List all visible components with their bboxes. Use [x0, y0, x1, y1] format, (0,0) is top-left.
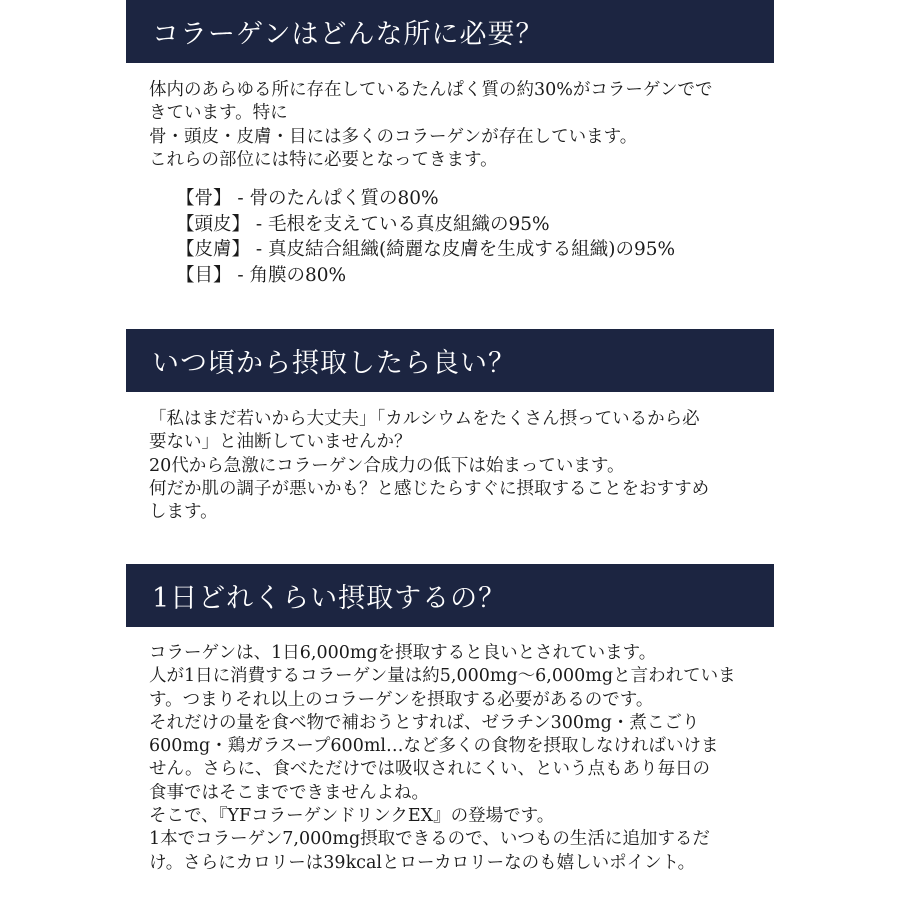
- section-body-when-to-take: [149, 408, 759, 524]
- section-header-when-to-take: [126, 329, 774, 392]
- body-line: 要ない」と油断していませんか？: [149, 432, 412, 453]
- section-body-where-needed: [149, 79, 759, 172]
- body-line: そこで、『YFコラーゲンドリンクEX』の登場です。: [149, 806, 555, 827]
- section-heading: 1日どれくらい摂取するの？: [152, 583, 507, 614]
- section-heading: いつ頃から摂取したら良い？: [152, 348, 516, 379]
- body-line: します。: [149, 502, 218, 523]
- body-part-list: [176, 186, 766, 288]
- section-header-daily-amount: [126, 564, 774, 627]
- section-body-daily-amount: [149, 642, 759, 875]
- list-item: 【皮膚】 - 真皮結合組織(綺麗な皮膚を生成する組織)の95%: [176, 239, 676, 260]
- list-item: 【目】 - 角膜の80%: [176, 264, 347, 286]
- body-line: これらの部位には特に必要となってきます。: [149, 149, 498, 170]
- body-line: 人が1日に消費するコラーゲン量は約5,000mg～6,000mgと言われていま: [149, 666, 736, 687]
- body-line: 食事ではそこまでできませんよね。: [149, 782, 429, 803]
- body-line: それだけの量を食べ物で補おうとすれば、ゼラチン300mg・煮こごり: [149, 712, 700, 733]
- body-line: せん。さらに、食べただけでは吸収されにくい、という点もあり毎日の: [149, 759, 711, 780]
- body-line: す。つまりそれ以上のコラーゲンを摂取する必要があるのです。: [149, 689, 654, 710]
- body-line: コラーゲンは、1日6,000mgを摂取すると良いとされています。: [149, 643, 657, 663]
- list-item: 【頭皮】 - 毛根を支えている真皮組織の95%: [176, 213, 550, 235]
- section-heading: コラーゲンはどんな所に必要？: [152, 19, 544, 50]
- body-line: け。さらにカロリーは39kcalとローカロリーなのも嬉しいポイント。: [149, 852, 696, 873]
- body-line: 600mg・鶏ガラスープ600ml…など多くの食物を摂取しなければいけま: [149, 736, 719, 757]
- body-line: 何だか肌の調子が悪いかも？と感じたらすぐに摂取することをおすすめ: [149, 478, 710, 499]
- body-line: 1本でコラーゲン7,000mg摂取できるので、いつもの生活に追加するだ: [149, 829, 710, 850]
- section-header-where-needed: [126, 0, 774, 63]
- body-line: 体内のあらゆる所に存在しているたんぱく質の約30%がコラーゲンでで: [149, 80, 713, 100]
- body-line: 20代から急激にコラーゲン合成力の低下は始まっています。: [149, 455, 625, 476]
- body-line: 「私はまだ若いから大丈夫」「カルシウムをたくさん摂っているから必: [149, 409, 700, 429]
- body-line: きています。特に: [149, 103, 288, 124]
- body-line: 骨・頭皮・皮膚・目には多くのコラーゲンが存在しています。: [149, 126, 638, 147]
- list-item: 【骨】 - 骨のたんぱく質の80%: [176, 188, 439, 209]
